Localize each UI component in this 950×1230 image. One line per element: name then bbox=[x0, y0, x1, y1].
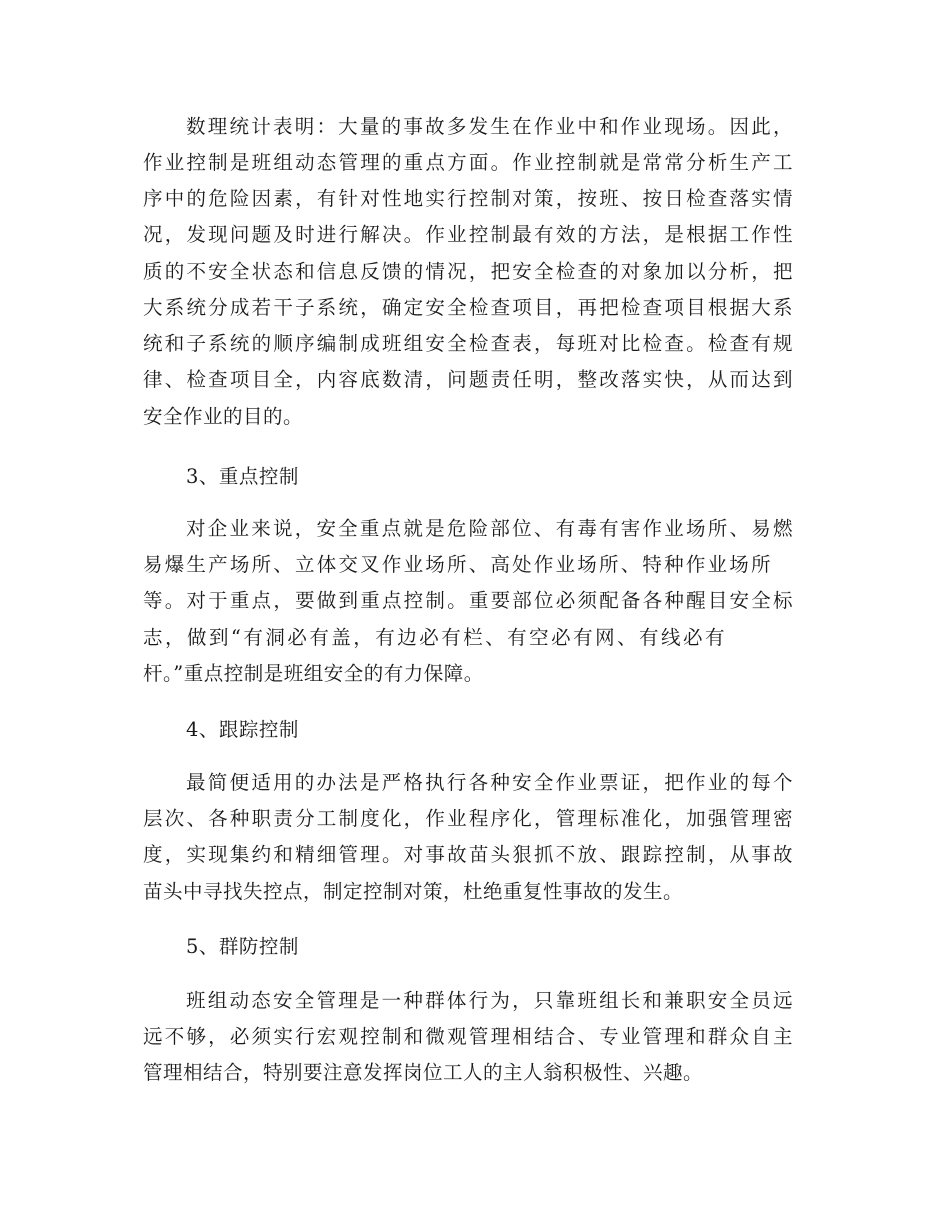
paragraph-line: 管理相结合，特别要注意发挥岗位工人的主人翁积极性、兴趣。 bbox=[143, 1061, 704, 1084]
paragraph-line: 安全作业的目的。 bbox=[143, 405, 304, 428]
paragraph-line: 对企业来说，安全重点就是危险部位、有毒有害作业场所、易燃 bbox=[186, 517, 793, 540]
paragraph-line: 大系统分成若干子系统，确定安全检查项目，再把检查项目根据大系 bbox=[143, 296, 793, 319]
paragraph-line: 统和子系统的顺序编制成班组安全检查表，每班对比检查。检查有规 bbox=[143, 332, 793, 355]
paragraph-line: 作业控制是班组动态管理的重点方面。作业控制就是常常分析生产工 bbox=[143, 151, 793, 174]
paragraph-line: 班组动态安全管理是一种群体行为，只靠班组长和兼职安全员远 bbox=[186, 989, 793, 1012]
paragraph-line: 远不够，必须实行宏观控制和微观管理相结合、专业管理和群众自主 bbox=[143, 1025, 793, 1048]
paragraph-line: 层次、各种职责分工制度化，作业程序化，管理标准化，加强管理密 bbox=[143, 807, 793, 830]
paragraph-line: 数理统计表明：大量的事故多发生在作业中和作业现场。因此， bbox=[186, 115, 793, 138]
paragraph-line: 易爆生产场所、立体交叉作业场所、高处作业场所、特种作业场所 bbox=[143, 553, 771, 576]
paragraph-line: 志，做到“有洞必有盖，有边必有栏、有空必有网、有线必有 bbox=[143, 626, 725, 649]
paragraph-line: 等。对于重点，要做到重点控制。重要部位必须配备各种醒目安全标 bbox=[143, 589, 793, 612]
paragraph-line: 质的不安全状态和信息反馈的情况，把安全检查的对象加以分析，把 bbox=[143, 260, 793, 283]
paragraph-line: 序中的危险因素，有针对性地实行控制对策，按班、按日检查落实情 bbox=[143, 187, 793, 210]
paragraph-line: 最简便适用的办法是严格执行各种安全作业票证，把作业的每个 bbox=[186, 771, 793, 794]
section-heading: 4、跟踪控制 bbox=[186, 718, 299, 741]
paragraph-line: 况，发现问题及时进行解决。作业控制最有效的方法，是根据工作性 bbox=[143, 223, 793, 246]
paragraph-line: 杆。”重点控制是班组安全的有力保障。 bbox=[143, 662, 484, 685]
paragraph-line: 律、检查项目全，内容底数清，问题责任明，整改落实快，从而达到 bbox=[143, 368, 793, 391]
section-heading: 3、重点控制 bbox=[186, 465, 299, 488]
paragraph-line: 度，实现集约和精细管理。对事故苗头狠抓不放、跟踪控制，从事故 bbox=[143, 843, 793, 866]
paragraph-line: 苗头中寻找失控点，制定控制对策，杜绝重复性事故的发生。 bbox=[143, 880, 684, 903]
section-heading: 5、群防控制 bbox=[186, 935, 299, 958]
